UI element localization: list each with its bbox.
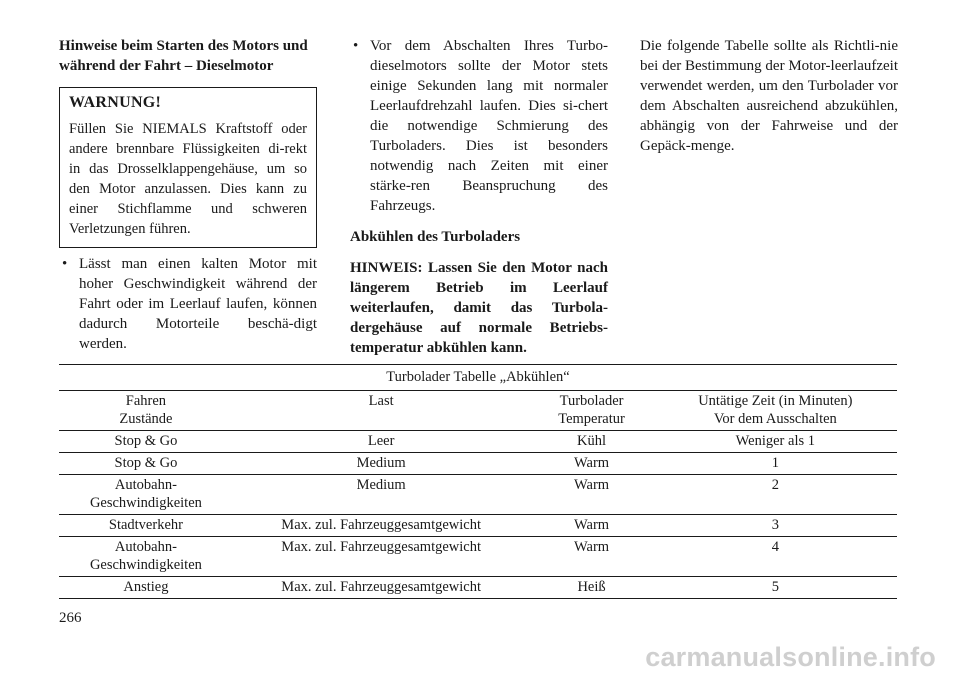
table-row (59, 453, 897, 475)
table-cell: Autobahn- Geschwindigkeiten (59, 475, 233, 515)
table-cell: Anstieg (59, 577, 233, 599)
table-title: Turbolader Tabelle „Abkühlen“ (59, 365, 897, 391)
table-row (59, 515, 897, 537)
table-row (59, 577, 897, 599)
table-header: Fahren Zustände (119, 393, 173, 427)
table-cell: Stop & Go (59, 431, 233, 453)
table-row (59, 537, 897, 577)
bullet-text: Vor dem Abschalten Ihres Turbo-dieselmotors sollte der Motor stets einige Sekunden lang mit normaler Leerlaufdrehzahl laufen. Dies si-chert die notwendige Schmierung des Turboladers. Dies ist besonders notwendig nach Zeiten mit einer stärke-ren Beanspruchung des Fahrzeugs. (370, 38, 608, 214)
table-cell: Warm (529, 537, 653, 577)
table-cell: 4 (654, 537, 897, 577)
table-row (59, 475, 897, 515)
turbo-cooldown-table (59, 364, 897, 599)
table-cell: Max. zul. Fahrzeuggesamtgewicht (233, 515, 530, 537)
bullet-dot: • (62, 256, 68, 272)
bullet-text: Lässt man einen kalten Motor mit hoher Geschwindigkeit während der Fahrt oder im Leerlauf laufen, können dadurch Motorteile beschä-digt werden. (79, 256, 317, 352)
column-1 (59, 36, 317, 354)
table-cell: 5 (654, 577, 897, 599)
table-header: Last (368, 393, 394, 409)
table-cell: Kühl (529, 431, 653, 453)
table-cell: Warm (529, 453, 653, 475)
table-row (59, 431, 897, 453)
table-cell: Medium (233, 475, 530, 515)
warning-box (59, 87, 317, 248)
table-cell: Warm (529, 515, 653, 537)
table-header: Untätige Zeit (in Minuten) Vor dem Ausschalten (698, 393, 853, 427)
table-cell: Heiß (529, 577, 653, 599)
intro-text: Die folgende Tabelle sollte als Richtli-nie bei der Bestimmung der Motor-leerlaufzeit verwendet werden, um den Turbolader vor dem Abschalten ausreichend abzukühlen, abhängig von der Fahrweise und der Gepäck-menge. (640, 38, 898, 154)
table-cell: 3 (654, 515, 897, 537)
subheading: Abkühlen des Turboladers (350, 229, 521, 245)
column-3 (640, 36, 898, 156)
table-cell: Max. zul. Fahrzeuggesamtgewicht (233, 577, 530, 599)
table-cell: Leer (233, 431, 530, 453)
table-cell: Warm (529, 475, 653, 515)
table-cell: Medium (233, 453, 530, 475)
bullet-item (59, 254, 317, 354)
table-cell: Autobahn- Geschwindigkeiten (59, 537, 233, 577)
bullet-item (350, 36, 608, 216)
table-cell: Max. zul. Fahrzeuggesamtgewicht (233, 537, 530, 577)
warning-text: Füllen Sie NIEMALS Kraftstoff oder andere brennbare Flüssigkeiten di-rekt in das Drosselklappengehäuse, um so den Motor anzulassen. Dies kann zu einer Stichflamme und schweren Verletzungen führen. (69, 121, 307, 237)
section-heading: Hinweise beim Starten des Motors und während der Fahrt – Dieselmotor (59, 38, 308, 74)
note-text: HINWEIS: Lassen Sie den Motor nach längerem Betrieb im Leerlauf weiterlaufen, damit das Turbola-dergehäuse auf normale Betriebs-temperatur abkühlen kann. (350, 260, 608, 356)
table-cell: Stop & Go (59, 453, 233, 475)
column-2 (350, 36, 608, 358)
table-cell: 1 (654, 453, 897, 475)
table-header: Turbolader Temperatur (558, 393, 625, 427)
table-cell: Weniger als 1 (654, 431, 897, 453)
table-cell: 2 (654, 475, 897, 515)
bullet-dot: • (353, 38, 359, 54)
warning-title: WARNUNG! (69, 94, 162, 111)
watermark[interactable]: carmanualsonline.info (645, 642, 936, 672)
table-cell: Stadtverkehr (59, 515, 233, 537)
page-number: 266 (59, 610, 82, 626)
